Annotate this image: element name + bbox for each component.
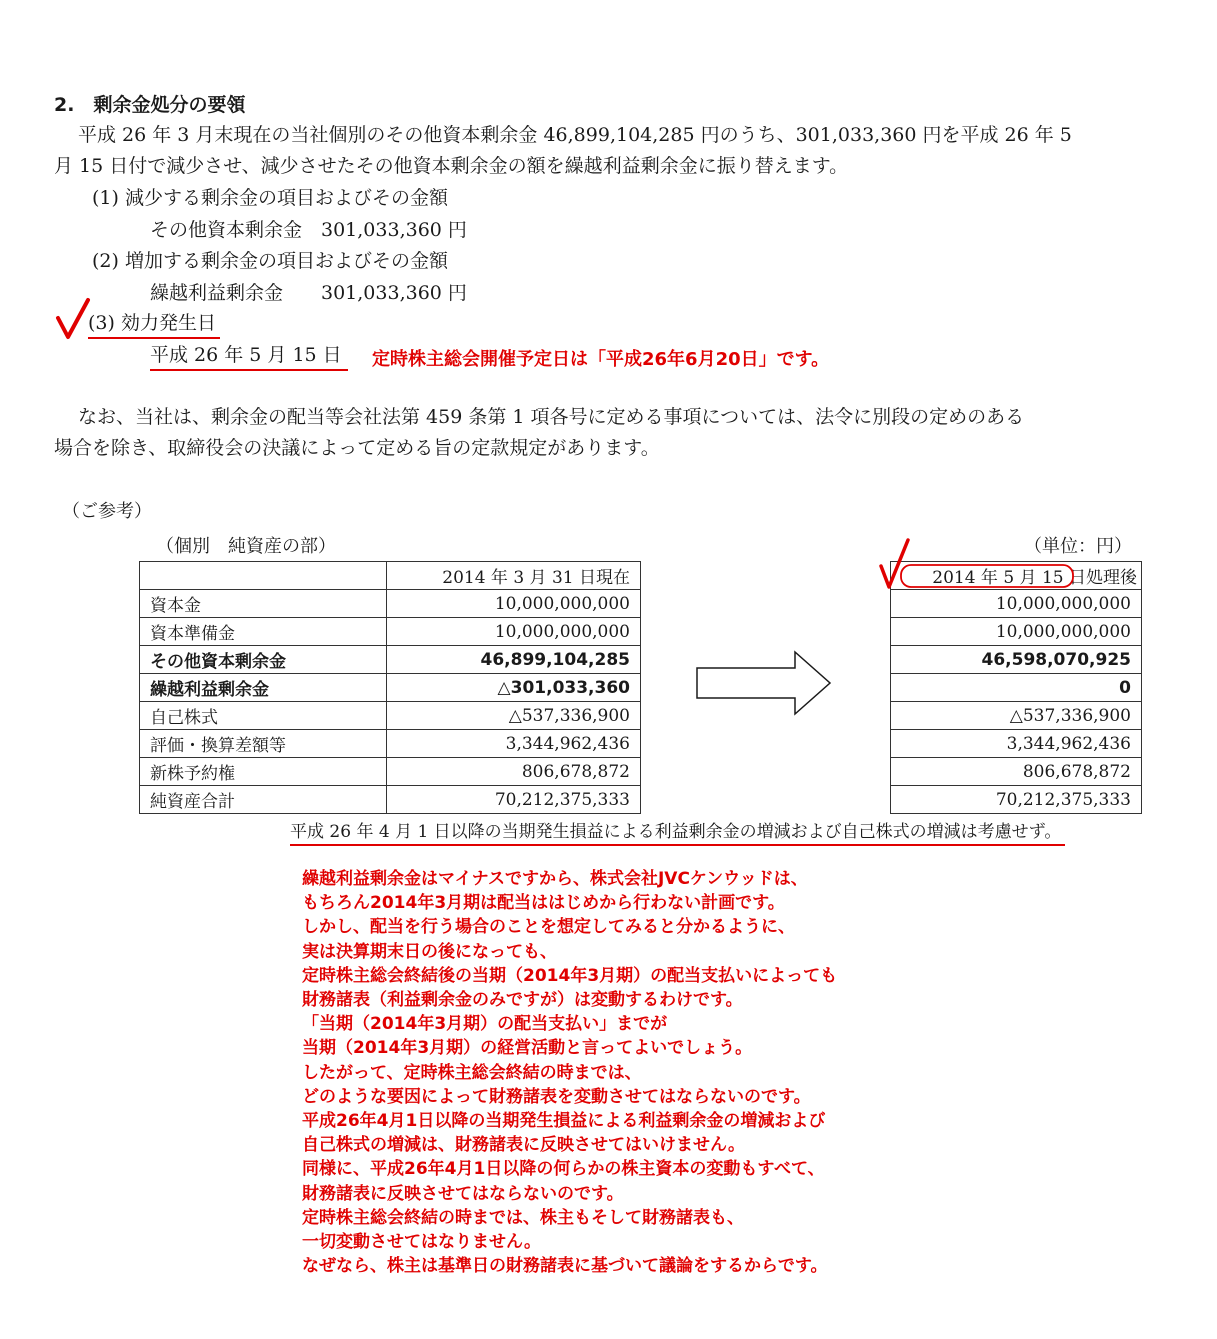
item-3-title: (3) 効力発生日	[88, 309, 220, 339]
meeting-date-note: 定時株主総会開催予定日は「平成26年6月20日」です。	[372, 349, 830, 370]
row-label: 資本準備金	[140, 618, 387, 646]
after-value: 806,678,872	[891, 758, 1142, 786]
after-header-date: 2014 年 5 月 15 日	[932, 568, 1086, 588]
item-1-value: その他資本剰余金 301,033,360 円	[150, 219, 467, 241]
after-value: 10,000,000,000	[891, 590, 1142, 618]
row-label: 新株予約権	[140, 758, 387, 786]
commentary-line: したがって、定時株主総会終結の時までは、	[302, 1062, 642, 1083]
after-value: 3,344,962,436	[891, 730, 1142, 758]
table-footnote: 平成 26 年 4 月 1 日以降の当期発生損益による利益剰余金の増減および自己株式の増減は考慮せず。	[290, 820, 1065, 846]
before-value: △537,336,900	[387, 702, 641, 730]
commentary-line: もちろん2014年3月期は配当ははじめから行わない計画です。	[302, 893, 785, 914]
commentary-line: 定時株主総会終結後の当期（2014年3月期）の配当支払いによっても	[302, 965, 838, 986]
header-date-circle-icon	[901, 565, 1073, 587]
item-2-title: (2) 増加する剰余金の項目およびその金額	[92, 250, 448, 272]
item-2-value: 繰越利益剰余金 301,033,360 円	[150, 282, 467, 304]
before-value: 806,678,872	[387, 758, 641, 786]
item-1-title: (1) 減少する剰余金の項目およびその金額	[92, 187, 448, 209]
commentary-line: 財務諸表に反映させてはならないのです。	[302, 1183, 624, 1204]
before-value: △301,033,360	[387, 674, 641, 702]
commentary-line: 平成26年4月1日以降の当期発生損益による利益剰余金の増減および	[302, 1111, 826, 1132]
before-header: 2014 年 3 月 31 日現在	[387, 562, 641, 590]
after-value: 0	[891, 674, 1142, 702]
after-value: 46,598,070,925	[891, 646, 1142, 674]
effective-date: 平成 26 年 5 月 15 日	[150, 341, 348, 371]
after-value: △537,336,900	[891, 702, 1142, 730]
commentary-line: 当期（2014年3月期）の経営活動と言ってよいでしょう。	[302, 1038, 753, 1059]
before-value: 70,212,375,333	[387, 786, 641, 814]
before-value: 3,344,962,436	[387, 730, 641, 758]
row-label: その他資本剰余金	[140, 646, 387, 674]
checkmark-icon	[881, 540, 908, 587]
after-value: 10,000,000,000	[891, 618, 1142, 646]
paragraph-1-line-1: 平成 26 年 3 月末現在の当社個別のその他資本剰余金 46,899,104,285 円のうち、301,033,360 円を平成 26 年 5	[78, 124, 1072, 146]
unit-label: （単位：円）	[1024, 536, 1132, 557]
commentary-line: 自己株式の増減は、財務諸表に反映させてはいけません。	[302, 1135, 746, 1156]
row-label: 自己株式	[140, 702, 387, 730]
after-value: 70,212,375,333	[891, 786, 1142, 814]
row-label: 純資産合計	[140, 786, 387, 814]
before-value: 10,000,000,000	[387, 590, 641, 618]
row-label: 繰越利益剰余金	[140, 674, 387, 702]
commentary-block	[302, 867, 1182, 1278]
before-value: 46,899,104,285	[387, 646, 641, 674]
commentary-line: 実は決算期末日の後になっても、	[302, 941, 557, 962]
paragraph-2-line-2: 場合を除き、取締役会の決議によって定める旨の定款規定があります。	[54, 437, 660, 459]
commentary-line: 「当期（2014年3月期）の配当支払い」までが	[302, 1014, 668, 1035]
section-heading: 2. 剰余金処分の要領	[54, 94, 246, 116]
commentary-line: 同様に、平成26年4月1日以降の何らかの株主資本の変動もすべて、	[302, 1159, 825, 1180]
row-label: 評価・換算差額等	[140, 730, 387, 758]
commentary-line: 一切変動させてはなりません。	[302, 1232, 542, 1253]
commentary-line: 定時株主総会終結の時までは、株主もそして財務諸表も、	[302, 1207, 744, 1228]
table-caption: （個別 純資産の部）	[156, 536, 336, 557]
commentary-line: 繰越利益剰余金はマイナスですから、株式会社JVCケンウッドは、	[302, 869, 808, 889]
commentary-line: しかし、配当を行う場合のことを想定してみると分かるように、	[302, 917, 795, 938]
paragraph-1-line-2: 月 15 日付で減少させ、減少させたその他資本剰余金の額を繰越利益剰余金に振り替えます。	[54, 155, 849, 177]
row-label: 資本金	[140, 590, 387, 618]
checkmark-icon	[58, 300, 88, 337]
after-header-suffix: 処理後	[1086, 568, 1137, 588]
commentary-line: 財務諸表（利益剰余金のみですが）は変動するわけです。	[302, 990, 743, 1011]
before-value: 10,000,000,000	[387, 618, 641, 646]
paragraph-2-line-1: なお、当社は、剰余金の配当等会社法第 459 条第 1 項各号に定める事項については、法令に別段の定めのある	[78, 406, 1025, 428]
commentary-line: なぜなら、株主は基準日の財務諸表に基づいて議論をするからです。	[302, 1256, 828, 1277]
commentary-line: どのような要因によって財務諸表を変動させてはならないのです。	[302, 1086, 811, 1107]
reference-title: （ご参考）	[62, 501, 152, 522]
right-arrow-icon	[697, 652, 830, 714]
